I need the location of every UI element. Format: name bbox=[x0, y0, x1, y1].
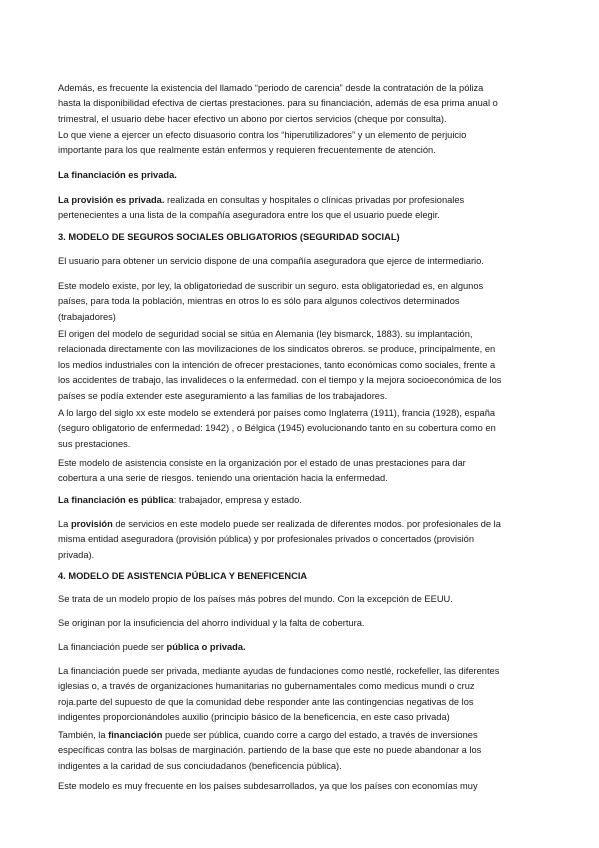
text-line: privada). bbox=[58, 549, 95, 560]
paragraph-subdesarrollados bbox=[58, 779, 538, 794]
bold-text: financiación bbox=[108, 730, 163, 740]
text-line: países se podía extender este aseguramiento a las familias de los trabajadores. bbox=[58, 390, 388, 401]
text-line: importante para los que realmente están enfermos y requieren frecuentemente de atención. bbox=[58, 145, 436, 156]
paragraph-financiacion-publica bbox=[58, 493, 538, 508]
section-heading-3 bbox=[58, 230, 538, 245]
text-line: pertenecientes a una lista de la compañía aseguradora entre los que el usuario puede elegir. bbox=[58, 210, 440, 221]
text-line: indigentes a la caridad de sus conciudadanos (beneficencia pública). bbox=[58, 760, 342, 771]
inline-text: de servicios en este modelo puede ser realizada de diferentes modos. por profesionales de la bbox=[112, 519, 501, 529]
text-line: cobertura a una serie de riesgos. teniendo una orientación hacia la enfermedad. bbox=[58, 473, 388, 484]
text-line: Además, es frecuente la existencia del llamado “periodo de carencia” desde la contratación de la póliza bbox=[58, 83, 484, 93]
paragraph-insuficiencia bbox=[58, 616, 538, 631]
paragraph-provision-servicios bbox=[58, 517, 538, 563]
text-line: Este modelo es muy frecuente en los países subdesarrollados, ya que los países con economías muy bbox=[58, 781, 478, 791]
text-line: relacionada directamente con las movilizaciones de los sindicatos obreros. se produce, principalmente, en bbox=[58, 344, 496, 355]
section-heading-4 bbox=[58, 569, 538, 584]
text-line: El origen del modelo de seguridad social se sitúa en Alemania (ley bismarck, 1883). su implantación, bbox=[58, 329, 473, 339]
text-line: trimestral, el usuario debe hacer efectivo un abono por ciertos servicios (cheque por consulta). bbox=[58, 113, 447, 124]
text-line bbox=[58, 193, 538, 208]
paragraph-origen bbox=[58, 327, 538, 404]
inline-text: puede ser pública, cuando corre a cargo del estado, a través de inversiones bbox=[162, 730, 478, 740]
inline-text: La bbox=[58, 519, 71, 529]
text-line bbox=[58, 493, 538, 508]
paragraph-obligatoriedad bbox=[58, 279, 538, 325]
heading-text: 4. MODELO DE ASISTENCIA PÚBLICA Y BENEFICENCIA bbox=[58, 571, 308, 581]
paragraph-provision-privada bbox=[58, 193, 538, 224]
bold-text: pública o privada. bbox=[166, 642, 246, 652]
paragraph-financiacion-publica-detalle bbox=[58, 728, 538, 774]
text-line: Se originan por la insuficiencia del ahorro individual y la falta de cobertura. bbox=[58, 618, 365, 628]
inline-text: También, la bbox=[58, 730, 109, 740]
paragraph-paises-pobres bbox=[58, 592, 538, 607]
text-line: roja.parte del supuesto de que la comunidad debe responder ante las contingencias negativas de los bbox=[58, 696, 474, 707]
text-line: los medios industriales con la intención de ofrecer prestaciones, tanto económicas como sociales, frente a bbox=[58, 359, 496, 370]
text-line: (seguro obligatorio de enfermedad: 1942) , o Bélgica (1945) evolucionando tanto en su cobertura como en bbox=[58, 423, 496, 434]
text-line bbox=[58, 640, 538, 655]
paragraph-hiperutilizadores bbox=[58, 128, 538, 159]
paragraph-financiacion-privada bbox=[58, 168, 538, 183]
text-line bbox=[58, 728, 538, 743]
text-line: países, para toda la población, mientras en otros lo es sólo para algunos colectivos determinados bbox=[58, 296, 460, 307]
paragraph-asistencia bbox=[58, 456, 538, 487]
paragraph-siglo-xx bbox=[58, 406, 538, 452]
text-line bbox=[58, 517, 538, 532]
paragraph-usuario bbox=[58, 254, 538, 269]
text-line: A lo largo del siglo xx este modelo se extenderá por países como Inglaterra (1911), francia (1928), españa bbox=[58, 408, 496, 418]
bold-text: La financiación es pública bbox=[58, 495, 174, 505]
paragraph-publica-o-privada bbox=[58, 640, 538, 655]
text-line: indigentes proporcionándoles auxilio (principio básico de la beneficencia, en este caso privada) bbox=[58, 712, 450, 723]
text-line: Se trata de un modelo propio de los países más pobres del mundo. Con la excepción de EEUU. bbox=[58, 594, 453, 604]
text-line: sus prestaciones. bbox=[58, 438, 131, 449]
bold-text: provisión bbox=[70, 519, 113, 529]
text-line: Lo que viene a ejercer un efecto disuasorio contra los “hiperutilizadores” y un elemento de perjuicio bbox=[58, 130, 467, 140]
inline-text: : trabajador, empresa y estado. bbox=[173, 495, 302, 505]
inline-text: realizada en consultas y hospitales o clínicas privadas por profesionales bbox=[164, 195, 465, 205]
text-line: misma entidad aseguradora (provisión pública) y por profesionales privados o concertados (provisión bbox=[58, 534, 474, 545]
text-line: Este modelo de asistencia consiste en la organización por el estado de unas prestaciones para dar bbox=[58, 458, 466, 468]
text-line: hasta la disponibilidad efectiva de ciertas prestaciones. para su financiación, además de esa prima anual o bbox=[58, 98, 498, 109]
text-line: La financiación puede ser privada, mediante ayudas de fundaciones como nestlé, rockefeller, las diferentes bbox=[58, 666, 500, 676]
text-line: específicas contra las bolsas de marginación. partiendo de la base que este no puede abandonar a los bbox=[58, 745, 482, 756]
text-line: El usuario para obtener un servicio dispone de una compañía aseguradora que ejerce de intermediario. bbox=[58, 256, 484, 266]
text-line: iglesias o, a través de organizaciones humanitarias no gubernamentales como medicus mundi o cruz bbox=[58, 681, 475, 692]
paragraph-carencia bbox=[58, 81, 538, 127]
text-line: (trabajadores) bbox=[58, 311, 116, 322]
text-line: Este modelo existe, por ley, la obligatoriedad de suscribir un seguro. esta obligatoriedad es, en algunos bbox=[58, 281, 484, 291]
inline-text: La financiación puede ser bbox=[58, 642, 167, 652]
text-line: los accidentes de trabajo, las invalideces o la enfermedad. con el tiempo y la mejora socioeconómica de los bbox=[58, 375, 502, 386]
bold-text: La provisión es privada. bbox=[58, 195, 165, 205]
paragraph-financiacion-privada-detalle bbox=[58, 664, 538, 726]
text-line: La financiación es privada. bbox=[58, 170, 177, 180]
heading-text: 3. MODELO DE SEGUROS SOCIALES OBLIGATORIOS (SEGURIDAD SOCIAL) bbox=[58, 232, 400, 242]
